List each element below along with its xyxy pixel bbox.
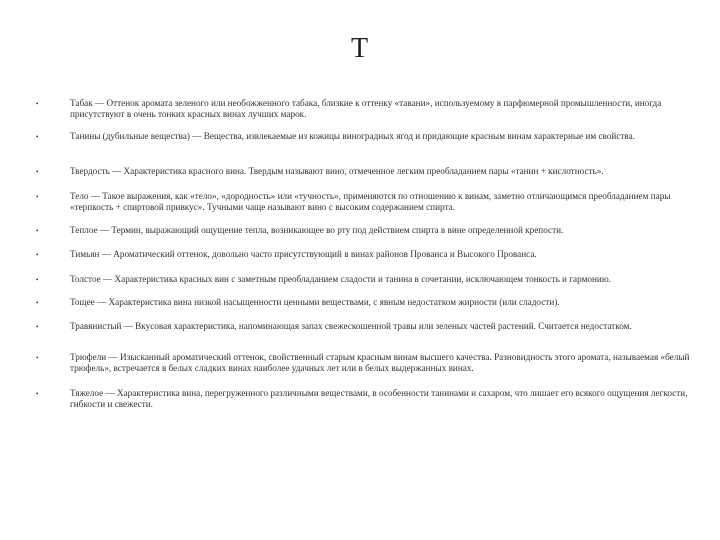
entry-text: Толстое — Характеристика красных вин с заметным преобладанием сладости и танина в сочетании, исключающем тонкость и гармонию. xyxy=(70,274,611,284)
glossary-entry-travyanistyy xyxy=(36,321,690,333)
entry-text: Тяжелое — Характеристика вина, перегруженного различными веществами, в особенности танинами и сахаром, что лишает его всякого ощущения легкости, гибкости и свежести. xyxy=(70,388,688,409)
entry-text: Теплое — Термин, выражающий ощущение тепла, возникающее во рту под действием спирта в вине определенной крепости. xyxy=(70,225,564,235)
entry-text: Травянистый — Вкусовая характеристика, напоминающая запах свежескошенной травы или зеленых частей растений. Считается недостатком. xyxy=(70,321,632,331)
glossary-entry-tolstoe xyxy=(36,274,690,286)
bullet-icon: • xyxy=(36,354,39,362)
bullet-icon: • xyxy=(36,299,39,307)
glossary-entry-telo xyxy=(36,191,690,213)
glossary-entry-tyazheloe xyxy=(36,388,690,410)
bullet-icon: • xyxy=(36,227,39,235)
glossary-entry-taniny xyxy=(36,131,690,143)
glossary-entry-tabak xyxy=(36,98,690,120)
entry-text: Твердость — Характеристика красного вина. Твердым называют вино, отмеченное легким преобладанием пары «танин + кислотность». xyxy=(70,166,604,176)
glossary-entry-tverdost xyxy=(36,166,690,178)
glossary-entry-toshchee xyxy=(36,297,690,309)
bullet-icon: • xyxy=(36,168,39,176)
glossary-entry-timyan xyxy=(36,249,690,261)
bullet-icon: • xyxy=(36,193,39,201)
bullet-icon: • xyxy=(36,133,39,141)
entry-text: Трюфели — Изысканный ароматический оттенок, свойственный старым красным винам высшего качества. Разновидность этого аромата, называемая «белый трюфель», встречается в белых сладких винах наиболее удачных лет или в белых выдержанных винах. xyxy=(70,352,690,373)
slide-title: Т xyxy=(350,33,370,64)
glossary-entry-teploe xyxy=(36,225,690,237)
bullet-icon: • xyxy=(36,251,39,259)
bullet-icon: • xyxy=(36,390,39,398)
bullet-icon: • xyxy=(36,100,39,108)
entry-text: Табак — Оттенок аромата зеленого или необожженного табака, близкие к оттенку «тавани», используемому в парфюмерной промышленности, иногда присутствуют в очень тонких красных винах лучших марок. xyxy=(70,98,662,119)
entry-text: Тощее — Характеристика вина низкой насыщенности ценными веществами, с явным недостатком жирности (или сладости). xyxy=(70,297,560,307)
entry-text: Тело — Такое выражения, как «тело», «дородность» или «тучность», применяются по отношению к винам, заметно отличающимся преобладанием пары «терпкость + спиртовой привкус». Тучными чаще называют вино с высоким содержанием спирта. xyxy=(70,191,671,212)
bullet-icon: • xyxy=(36,323,39,331)
entry-text: Тимьян — Ароматический оттенок, довольно часто присутствующий в винах районов Прованса и Высокого Прованса. xyxy=(70,249,537,259)
glossary-entry-tryufeli xyxy=(36,352,690,374)
bullet-icon: • xyxy=(36,276,39,284)
entry-text: Танины (дубильные вещества) — Вещества, извлекаемые из кожицы виноградных ягод и придающие красным винам характерные им свойства. xyxy=(70,131,635,141)
